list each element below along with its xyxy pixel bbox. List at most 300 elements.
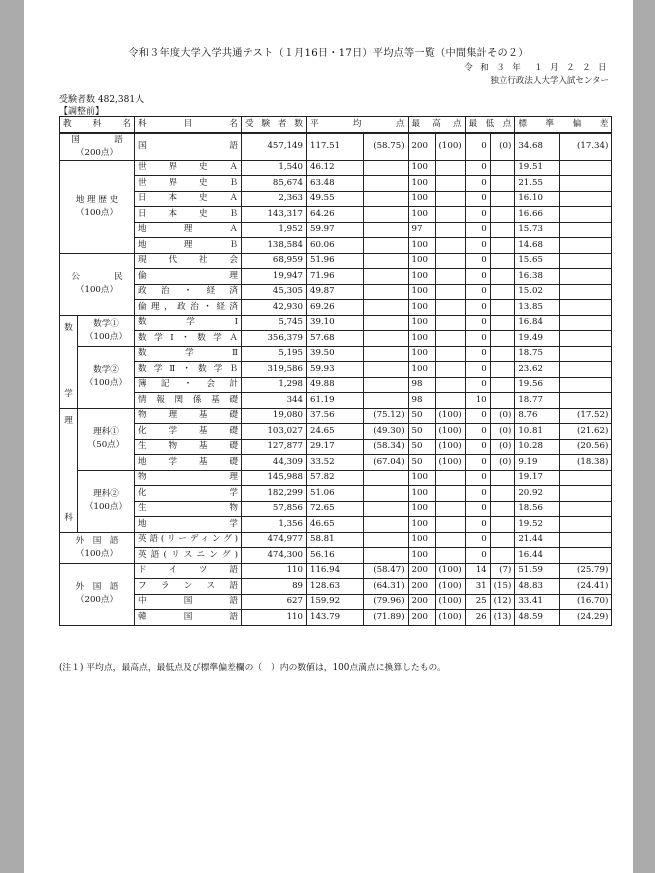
- average-cell: 51.06: [307, 486, 364, 502]
- table-row: [60, 191, 612, 207]
- subject-name: 化 学: [135, 486, 242, 502]
- max-cell: 100: [408, 331, 435, 347]
- average-100-cell: (67.04): [363, 455, 408, 471]
- sd-100-cell: [560, 346, 612, 362]
- average-100-cell: [363, 548, 408, 564]
- sd-cell: 23.62: [515, 362, 560, 378]
- sd-100-cell: [560, 548, 612, 564]
- math_char-cell: [60, 315, 78, 408]
- table-row: [60, 532, 612, 548]
- min-100-cell: [490, 346, 515, 362]
- sd-cell: 21.44: [515, 532, 560, 548]
- min-cell: 0: [465, 191, 490, 207]
- header-min: 最 低 点: [465, 117, 515, 133]
- min-cell: 0: [465, 133, 490, 161]
- subgroup-label-line: （50点）: [87, 440, 125, 450]
- average-100-cell: [363, 207, 408, 223]
- sd-100-cell: [560, 300, 612, 316]
- score-table: [59, 116, 612, 626]
- table-row: [60, 284, 612, 300]
- min-100-cell: [490, 207, 515, 223]
- max-100-cell: [435, 532, 465, 548]
- sd-cell: 19.51: [515, 160, 560, 176]
- table-row: [60, 362, 612, 378]
- sd-cell: 14.68: [515, 238, 560, 254]
- average-cell: 117.51: [307, 133, 364, 161]
- max-cell: 50: [408, 408, 435, 424]
- header-max: 最 高 点: [408, 117, 465, 133]
- sd-cell: 16.44: [515, 548, 560, 564]
- min-cell: 0: [465, 207, 490, 223]
- min-cell: 0: [465, 346, 490, 362]
- average-100-cell: [363, 393, 408, 409]
- min-100-cell: (7): [490, 563, 515, 579]
- group-label-line: （200点）: [75, 147, 119, 158]
- subject-name: 政 治 ・ 経 済: [135, 284, 242, 300]
- max-100-cell: (100): [435, 424, 465, 440]
- sd-cell: 9.19: [515, 455, 560, 471]
- group-label: [60, 532, 135, 563]
- max-cell: 100: [408, 315, 435, 331]
- average-100-cell: (58.75): [363, 133, 408, 161]
- sd-100-cell: [560, 486, 612, 502]
- group-label: [60, 253, 135, 315]
- average-100-cell: [363, 501, 408, 517]
- table-row: [60, 439, 612, 455]
- average-100-cell: [363, 253, 408, 269]
- sd-cell: 13.85: [515, 300, 560, 316]
- examinee-count-cell: 110: [242, 610, 307, 626]
- max-cell: 50: [408, 439, 435, 455]
- min-cell: 25: [465, 594, 490, 610]
- sd-cell: 20.92: [515, 486, 560, 502]
- header-area: 教 科 名: [60, 117, 135, 133]
- average-100-cell: [363, 284, 408, 300]
- examinee-count-cell: 110: [242, 563, 307, 579]
- max-100-cell: [435, 470, 465, 486]
- average-100-cell: [363, 377, 408, 393]
- min-100-cell: [490, 532, 515, 548]
- examinee-count-cell: 474,300: [242, 548, 307, 564]
- sci_char-cell: [60, 408, 78, 532]
- sd-100-cell: [560, 253, 612, 269]
- average-100-cell: [363, 517, 408, 533]
- sd-100-cell: [560, 222, 612, 238]
- max-cell: 100: [408, 532, 435, 548]
- examinee-count-cell: 45,305: [242, 284, 307, 300]
- examinee-count-cell: 145,988: [242, 470, 307, 486]
- max-100-cell: [435, 222, 465, 238]
- average-cell: 56.16: [307, 548, 364, 564]
- examinee-count: 受験者数 482,381人: [59, 95, 145, 105]
- max-100-cell: (100): [435, 133, 465, 161]
- max-cell: 100: [408, 517, 435, 533]
- min-100-cell: (15): [490, 579, 515, 595]
- average-cell: 69.26: [307, 300, 364, 316]
- average-cell: 39.50: [307, 346, 364, 362]
- max-100-cell: [435, 207, 465, 223]
- min-100-cell: [490, 160, 515, 176]
- min-100-cell: (0): [490, 439, 515, 455]
- min-100-cell: [490, 300, 515, 316]
- table-row: [60, 548, 612, 564]
- examinee-count-cell: 319,586: [242, 362, 307, 378]
- max-100-cell: [435, 331, 465, 347]
- examinee-count-cell: 42,930: [242, 300, 307, 316]
- subject-name: 世 界 史 Ｂ: [135, 176, 242, 192]
- subject-name: 地 学 基 礎: [135, 455, 242, 471]
- average-cell: 59.97: [307, 222, 364, 238]
- examinee-count-cell: 356,379: [242, 331, 307, 347]
- subject-name: 英語(リーディング): [135, 532, 242, 548]
- table-row: [60, 133, 612, 161]
- examinee-count-cell: 138,584: [242, 238, 307, 254]
- sd-100-cell: [560, 362, 612, 378]
- max-cell: 100: [408, 486, 435, 502]
- sd-100-cell: [560, 470, 612, 486]
- subgroup-label: [78, 408, 135, 470]
- header-average: 平 均 点: [307, 117, 409, 133]
- max-cell: 98: [408, 377, 435, 393]
- sd-cell: 48.83: [515, 579, 560, 595]
- average-100-cell: (64.31): [363, 579, 408, 595]
- min-cell: 0: [465, 470, 490, 486]
- sd-cell: 16.38: [515, 269, 560, 285]
- max-cell: 100: [408, 346, 435, 362]
- average-cell: 46.12: [307, 160, 364, 176]
- group-label-line: 地 理 歴 史: [75, 194, 119, 205]
- header-row: [60, 117, 612, 133]
- table-row: [60, 346, 612, 362]
- sd-cell: 19.17: [515, 470, 560, 486]
- subject-name: 数学Ⅰ・数学Ａ: [135, 331, 242, 347]
- subject-name: 生 物: [135, 501, 242, 517]
- max-100-cell: [435, 160, 465, 176]
- group-label-line: （100点）: [75, 548, 119, 559]
- sd-cell: 16.10: [515, 191, 560, 207]
- max-100-cell: [435, 284, 465, 300]
- sd-100-cell: [560, 238, 612, 254]
- sd-cell: 18.56: [515, 501, 560, 517]
- max-100-cell: [435, 269, 465, 285]
- min-100-cell: [490, 269, 515, 285]
- min-100-cell: [490, 486, 515, 502]
- sci_char-top: 理: [64, 416, 73, 426]
- min-100-cell: (0): [490, 408, 515, 424]
- min-cell: 0: [465, 486, 490, 502]
- document-title: 令和３年度大学入学共通テスト（１月16日・17日）平均点等一覧（中間集計その２）: [128, 48, 529, 59]
- sd-100-cell: (20.56): [560, 439, 612, 455]
- sd-100-cell: [560, 517, 612, 533]
- max-100-cell: (100): [435, 408, 465, 424]
- subject-name: 倫理，政治・経済: [135, 300, 242, 316]
- max-cell: 100: [408, 470, 435, 486]
- min-cell: 0: [465, 315, 490, 331]
- subgroup-label: [78, 346, 135, 408]
- min-100-cell: (0): [490, 455, 515, 471]
- max-100-cell: [435, 191, 465, 207]
- sd-100-cell: (18.38): [560, 455, 612, 471]
- average-100-cell: [363, 191, 408, 207]
- sd-100-cell: [560, 377, 612, 393]
- min-cell: 0: [465, 176, 490, 192]
- examinee-count-cell: 103,027: [242, 424, 307, 440]
- average-100-cell: [363, 470, 408, 486]
- max-100-cell: [435, 238, 465, 254]
- min-100-cell: (12): [490, 594, 515, 610]
- sd-100-cell: (24.41): [560, 579, 612, 595]
- table-row: [60, 424, 612, 440]
- examinee-count-cell: 1,952: [242, 222, 307, 238]
- sd-cell: 15.65: [515, 253, 560, 269]
- max-100-cell: [435, 346, 465, 362]
- average-cell: 46.65: [307, 517, 364, 533]
- sd-cell: 8.76: [515, 408, 560, 424]
- sd-cell: 18.75: [515, 346, 560, 362]
- examinee-count-cell: 1,356: [242, 517, 307, 533]
- average-100-cell: (58.34): [363, 439, 408, 455]
- max-100-cell: (100): [435, 594, 465, 610]
- max-100-cell: (100): [435, 439, 465, 455]
- sd-cell: 15.02: [515, 284, 560, 300]
- max-100-cell: [435, 253, 465, 269]
- examinee-count-cell: 89: [242, 579, 307, 595]
- examinee-count-cell: 474,977: [242, 532, 307, 548]
- average-cell: 49.55: [307, 191, 364, 207]
- table-row: [60, 563, 612, 579]
- average-cell: 57.82: [307, 470, 364, 486]
- subgroup-label-line: 数学②: [93, 365, 119, 375]
- min-100-cell: (13): [490, 610, 515, 626]
- subject-name: 数学Ⅱ・数学Ｂ: [135, 362, 242, 378]
- issue-date: 令 和 ３ 年 １ 月 ２ ２ 日: [464, 63, 609, 73]
- examinee-count-cell: 19,080: [242, 408, 307, 424]
- min-cell: 0: [465, 501, 490, 517]
- examinee-count-cell: 143,317: [242, 207, 307, 223]
- min-cell: 0: [465, 455, 490, 471]
- subgroup-label: [78, 470, 135, 532]
- table-row: [60, 377, 612, 393]
- examinee-count-cell: 1,540: [242, 160, 307, 176]
- average-cell: 143.79: [307, 610, 364, 626]
- average-cell: 33.52: [307, 455, 364, 471]
- average-cell: 72.65: [307, 501, 364, 517]
- table-row: [60, 300, 612, 316]
- max-cell: 200: [408, 133, 435, 161]
- table-row: [60, 594, 612, 610]
- group-label-line: 国 語: [71, 134, 123, 145]
- group-label-line: （100点）: [75, 285, 119, 295]
- min-100-cell: [490, 377, 515, 393]
- group-label: [60, 133, 135, 161]
- min-cell: 0: [465, 548, 490, 564]
- max-100-cell: [435, 362, 465, 378]
- sd-cell: 33.41: [515, 594, 560, 610]
- min-100-cell: [490, 548, 515, 564]
- max-cell: 100: [408, 160, 435, 176]
- sd-100-cell: [560, 176, 612, 192]
- average-100-cell: [363, 532, 408, 548]
- average-100-cell: [363, 486, 408, 502]
- examinee-count-cell: 182,299: [242, 486, 307, 502]
- min-100-cell: [490, 362, 515, 378]
- min-cell: 0: [465, 300, 490, 316]
- subject-name: フ ラ ン ス 語: [135, 579, 242, 595]
- subgroup-label-line: （100点）: [84, 502, 128, 512]
- sd-100-cell: [560, 284, 612, 300]
- subject-name: 生 物 基 礎: [135, 439, 242, 455]
- subject-name: 韓 国 語: [135, 610, 242, 626]
- average-cell: 128.63: [307, 579, 364, 595]
- min-cell: 0: [465, 408, 490, 424]
- table-row: [60, 160, 612, 176]
- max-cell: 100: [408, 238, 435, 254]
- table-row: [60, 269, 612, 285]
- sd-100-cell: [560, 315, 612, 331]
- max-100-cell: [435, 315, 465, 331]
- table-row: [60, 222, 612, 238]
- max-cell: 97: [408, 222, 435, 238]
- min-cell: 10: [465, 393, 490, 409]
- subject-name: 倫 理: [135, 269, 242, 285]
- average-100-cell: (79.96): [363, 594, 408, 610]
- subgroup-label-line: 理科②: [93, 489, 119, 499]
- sd-cell: 16.66: [515, 207, 560, 223]
- average-100-cell: (75.12): [363, 408, 408, 424]
- table-row: [60, 207, 612, 223]
- sd-100-cell: (25.79): [560, 563, 612, 579]
- max-100-cell: (100): [435, 610, 465, 626]
- subject-name: 中 国 語: [135, 594, 242, 610]
- min-cell: 26: [465, 610, 490, 626]
- subject-name: 日 本 史 Ａ: [135, 191, 242, 207]
- examinee-count-cell: 85,674: [242, 176, 307, 192]
- header-subject: 科 目 名: [135, 117, 242, 133]
- table-row: [60, 517, 612, 533]
- min-cell: 0: [465, 284, 490, 300]
- table-row: [60, 393, 612, 409]
- max-cell: 100: [408, 191, 435, 207]
- min-100-cell: (0): [490, 133, 515, 161]
- average-cell: 49.88: [307, 377, 364, 393]
- average-cell: 58.81: [307, 532, 364, 548]
- max-100-cell: [435, 300, 465, 316]
- average-cell: 59.93: [307, 362, 364, 378]
- subgroup-label-line: 数学①: [93, 318, 119, 329]
- average-cell: 61.19: [307, 393, 364, 409]
- examinee-count-cell: 2,363: [242, 191, 307, 207]
- examinee-count-cell: 127,877: [242, 439, 307, 455]
- sd-cell: 51.59: [515, 563, 560, 579]
- subject-name: 地 理 Ａ: [135, 222, 242, 238]
- subject-name: 世 界 史 Ａ: [135, 160, 242, 176]
- sd-100-cell: (21.62): [560, 424, 612, 440]
- max-100-cell: [435, 548, 465, 564]
- min-100-cell: [490, 222, 515, 238]
- issuing-organization: 独立行政法人大学入試センター: [490, 76, 609, 86]
- max-cell: 100: [408, 362, 435, 378]
- sd-100-cell: [560, 532, 612, 548]
- table-row: [60, 455, 612, 471]
- average-100-cell: [363, 176, 408, 192]
- group-label: [60, 563, 135, 625]
- max-100-cell: [435, 486, 465, 502]
- sd-cell: 10.81: [515, 424, 560, 440]
- sd-cell: 48.59: [515, 610, 560, 626]
- min-cell: 0: [465, 532, 490, 548]
- max-100-cell: (100): [435, 579, 465, 595]
- max-cell: 100: [408, 501, 435, 517]
- examinee-count-cell: 44,309: [242, 455, 307, 471]
- group-label-line: 外 国 語: [75, 535, 119, 546]
- math_char-bottom: 学: [64, 389, 73, 399]
- average-100-cell: [363, 222, 408, 238]
- table-row: [60, 176, 612, 192]
- table-row: [60, 579, 612, 595]
- max-100-cell: [435, 377, 465, 393]
- average-100-cell: [363, 269, 408, 285]
- average-cell: 37.56: [307, 408, 364, 424]
- subgroup-label-line: 理科①: [93, 427, 119, 437]
- header-sd: 標 準 偏 差: [515, 117, 612, 133]
- average-100-cell: (49.30): [363, 424, 408, 440]
- subgroup-label-line: （100点）: [84, 378, 128, 388]
- average-100-cell: [363, 362, 408, 378]
- subject-name: 物 理: [135, 470, 242, 486]
- min-100-cell: [490, 238, 515, 254]
- sd-cell: 34.68: [515, 133, 560, 161]
- sd-100-cell: (17.52): [560, 408, 612, 424]
- average-cell: 159.92: [307, 594, 364, 610]
- average-cell: 63.48: [307, 176, 364, 192]
- min-cell: 0: [465, 362, 490, 378]
- examinee-count-cell: 5,195: [242, 346, 307, 362]
- table-row: [60, 610, 612, 626]
- examinee-count-cell: 1,298: [242, 377, 307, 393]
- average-cell: 116.94: [307, 563, 364, 579]
- sd-100-cell: [560, 393, 612, 409]
- examinee-count-cell: 57,856: [242, 501, 307, 517]
- subject-name: 物 理 基 礎: [135, 408, 242, 424]
- max-100-cell: [435, 517, 465, 533]
- sd-cell: 15.73: [515, 222, 560, 238]
- max-cell: 98: [408, 393, 435, 409]
- subject-name: 数 学 Ⅰ: [135, 315, 242, 331]
- subject-name: 化 学 基 礎: [135, 424, 242, 440]
- min-100-cell: (0): [490, 424, 515, 440]
- max-cell: 100: [408, 269, 435, 285]
- adjust-label: 【調整前】: [59, 107, 105, 117]
- subject-name: 地 学: [135, 517, 242, 533]
- max-cell: 200: [408, 610, 435, 626]
- examinee-count-cell: 627: [242, 594, 307, 610]
- subject-name: 英語(リスニング): [135, 548, 242, 564]
- min-100-cell: [490, 331, 515, 347]
- group-label-line: 公 民: [71, 272, 123, 282]
- min-100-cell: [490, 393, 515, 409]
- sd-cell: 19.52: [515, 517, 560, 533]
- average-100-cell: [363, 346, 408, 362]
- min-100-cell: [490, 191, 515, 207]
- sd-cell: 18.77: [515, 393, 560, 409]
- footnote: (注１) 平均点，最高点，最低点及び標準偏差欄の（ ）内の数値は，100点満点に換算したもの。: [59, 663, 446, 673]
- table-row: [60, 238, 612, 254]
- max-cell: 100: [408, 176, 435, 192]
- min-100-cell: [490, 284, 515, 300]
- max-cell: 200: [408, 579, 435, 595]
- max-cell: 100: [408, 548, 435, 564]
- max-cell: 100: [408, 253, 435, 269]
